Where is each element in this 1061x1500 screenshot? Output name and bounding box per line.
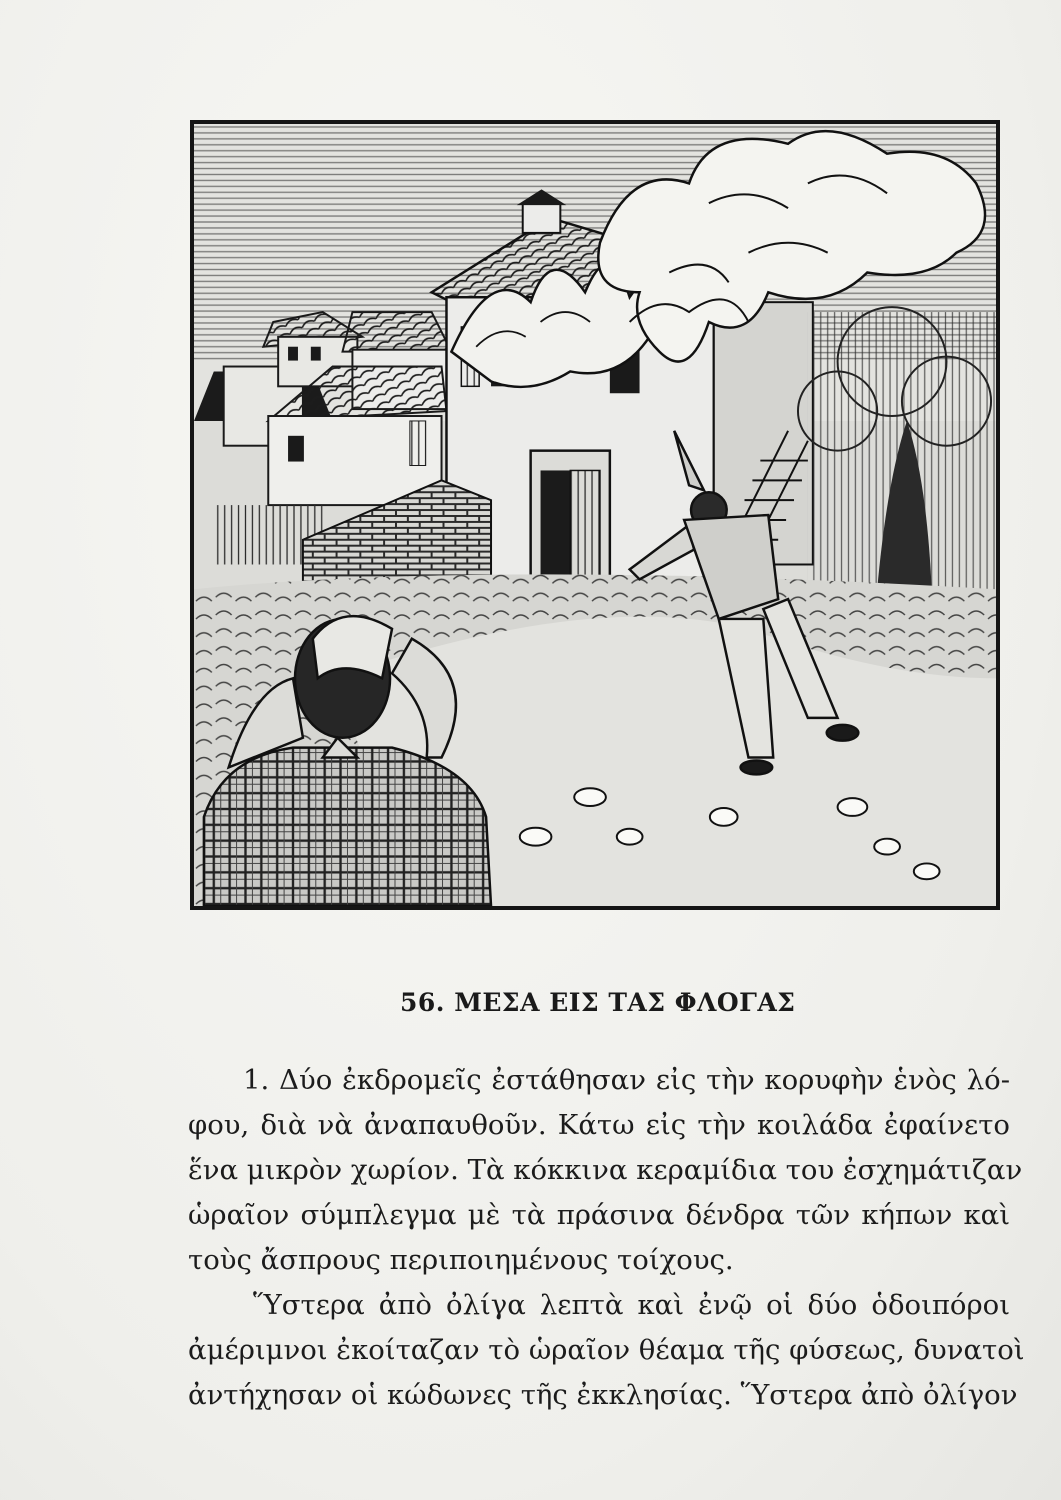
body-line: ὡραῖον σύμπλεγμα μὲ τὰ πράσινα δένδρα τῶν κήπων καὶ: [188, 1199, 1010, 1231]
body-line: Ὕστερα ἀπὸ ὀλίγα λεπτὰ καὶ ἐνῷ οἱ δύο ὁδοιπόροι: [253, 1289, 1010, 1321]
body-text: [188, 1058, 1025, 1418]
body-line: τοὺς ἄσπρους περιποιημένους τοίχους.: [188, 1244, 734, 1276]
body-line: 1. Δύο ἐκδρομεῖς ἐστάθησαν εἰς τὴν κορυφὴν ἑνὸς λό-: [243, 1064, 1010, 1096]
body-line: ἕνα μικρὸν χωρίον. Τὰ κόκκινα κεραμίδια του ἐσχημάτιζαν: [188, 1154, 1023, 1186]
body-line: ἀντήχησαν οἱ κώδωνες τῆς ἐκκλησίας. Ὕστερα ἀπὸ ὀλίγον: [188, 1379, 1018, 1411]
body-line: ἀμέριμνοι ἐκοίταζαν τὸ ὡραῖον θέαμα τῆς φύσεως, δυνατοὶ: [188, 1334, 1025, 1366]
woodcut-illustration-burning-house: [190, 120, 1000, 910]
body-line: φου, διὰ νὰ ἀναπαυθοῦν. Κάτω εἰς τὴν κοιλάδα ἐφαίνετο: [188, 1109, 1010, 1141]
chapter-title: 56. ΜΕΣΑ ΕΙΣ ΤΑΣ ΦΛΟΓΑΣ: [400, 988, 796, 1017]
trees-right: [798, 307, 996, 599]
